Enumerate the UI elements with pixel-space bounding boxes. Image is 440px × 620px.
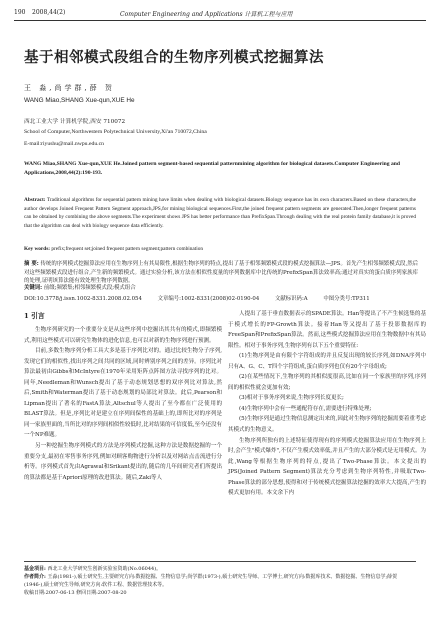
body-paragraph: 目前,多数生物序列分析工具大多是基于序列比对的。通过比较生物分子序列,发现它们的相似性,找出序列之间共同的区域,同时辨别序列之间的差异。序列比对算法最初由Gibbs和McIntyre在1970年采用矩阵点阵图方法寻找序列的比对。同年,Needleman和Wunsch提出了基于动态规划思想的双序列比对算法,然后,Smith和Waterman提出了基于动态规划的局部比对算法。此后,Pearson和Lipman提出了著名的FastA算法,Altschul等人提出了至今都在广泛使用的BLAST算法。但是,序列比对是建立在序列间保性的基础上的,即所比对的序列是同一家族里面的,当所比对的序列间相似性较低时,比对结果的可信度低,至今还没有一个NP难题。: [24, 348, 222, 439]
abstract-cn-text: 传统的序列模式挖掘算法应用在生物序列上有其局限性,根据生物序列的特点,提出了基于相邻频繁模式段的模式挖掘算法—JPS。首先产生相邻频繁模式段,然后对这些频繁模式段进行组合,产生新的频繁模式。通过实验分析,该方法在相似性度量的序列数据库中比传统的PrefixSpan算法效率高;通过对真实的蛋白质序列家族库的处理,证明该算法能有效处理生物序列数据。: [24, 261, 419, 285]
footnote: [24, 561, 416, 597]
list-item: (1)生物序列是由有限个字符组成的并且反复出现的较长序列,如DNA序列中只有A、G、C、T四个字符组成,蛋白质序列也仅有20个字母组成;: [228, 353, 426, 370]
authors-chinese: 王 淼,尚学群,薛 贺: [24, 84, 115, 92]
keywords-chinese: [24, 283, 136, 291]
list-item: (3)相对于事务序列来说,生物序列长度更长;: [239, 395, 344, 402]
fund-label: 基金项目:: [24, 566, 46, 572]
abstract-label: Abstract:: [24, 197, 46, 203]
running-header: [0, 0, 440, 22]
body-column-left: [24, 309, 222, 483]
body-paragraph: 另一种挖掘生物序列模式的方法是序列模式挖掘,这种方法是数据挖掘的一个重要分支,最初在零售事务序列,例如对顾客购物进行分析以及对网站点击流进行分析等。序列模式首先由Agrawal和Srikant提出的,随后的几年间研究者们所提出的算法都是基于Apriori原理的改进算法。随后,Zaki等人: [24, 443, 222, 481]
keywords-label: Key words:: [24, 246, 51, 252]
keywords-english: [24, 245, 416, 254]
received-date: 收稿日期:2007-06-13 修回日期:2007-08-20: [24, 590, 127, 596]
affiliation-chinese: 西北工业大学 计算机学院,西安 710072: [24, 119, 126, 125]
keywords-cn-label: 关键词:: [24, 285, 43, 291]
journal-name: Computer Engineering and Applications 计算机工程与应用: [120, 11, 293, 18]
author-email: E-mail:riyushu@mail.nwpu.edu.cn: [24, 141, 104, 147]
body-paragraph: 生物序列研究的一个重要分支是从这些序列中挖掘出其共有的模式,即频繁模式,利用这些模式可以研究生物体的进化信息,也可以对新的生物序列进行预测。: [24, 327, 222, 344]
list-item: (4)生物序列中会有一些通配符存在,需要进行特殊处理;: [239, 405, 372, 412]
abstract-text: Traditional algorithms for sequential pattern mining have limits when dealing with biological datasets.Biology sequence has its own characters.Based on these characters,the author develops Joined Frequent Pattern Segment approach,JPS,for mining biological sequences.First,the joined frequent pattern segments are generated.Then,longer frequent patterns can be obtained by combining the above segments.The experiment shows JPS has better performance than PrefixSpan.Through dealing with the real protein family database,it is proved that the algorithm can deal with biology sequence data efficiently.: [24, 197, 416, 229]
classification-number: 中图分类号:TP311: [323, 296, 370, 302]
body-paragraph: 人提出了基于垂直数据表示的SPADE算法。Han等提出了不产生候选集的基于模式增长的FP-Growth算法。接着Han等又提出了基于投影数据库的FreeSpan和PrefixSpan算法。然而,这些模式挖掘算法应用在生物数据中有其局限性。相对于事务序列,生物序列有以下五个重要特征:: [228, 311, 426, 349]
abstract-english: [24, 196, 416, 230]
bio-text: 王淼(1981-),硕士研究生,主要研究方向:数据挖掘、生物信息学;尚学群(1973-),硕士研究生导师、工学博士,研究方向:数据库技术、数据挖掘、生物信息学;薛贺(1946-),硕士研究生导师,研究方向:软件工程、数据管理技术等。: [24, 574, 398, 588]
affiliation-english: School of Computer,Northwestern Polytechnical University,Xi'an 710072,China: [24, 129, 207, 135]
keywords-cn-text: 前缀;频繁集;相邻频繁模式段;模式组合: [43, 285, 136, 291]
body-paragraph: 生物序列所独有的上述特征使得现有的序列模式挖掘算法应用在生物序列上时,会产生"模式爆炸",不仅产生模式效率低,并且产生的大部分模式是无用模式。为此,Wang等根据生物序列的特点,提出了Two-Phase算法。本文提出的JPS(Joined Pattern Segment)算法充分考虑到生物序列特性,并吸取Two-Phase算法的部分思想,使得和对于传统模式挖掘算法挖掘的效率大大提高,产生的模式更加有用。本文余下内: [228, 437, 426, 497]
fund-text: 西北工业大学研究生创新实验室资助(No.06044)。: [47, 566, 162, 572]
authors-english: WANG Miao,SHANG Xue-qun,XUE He: [24, 97, 135, 104]
body-column-right: [228, 309, 426, 499]
keywords-text: prefix;frequent set;joined frequent pattern segment;pattern combination: [51, 246, 204, 252]
bio-label: 作者简介:: [24, 574, 46, 580]
bio-line: [24, 573, 416, 589]
list-item: (2)在某些情况下,生物序列的其相似度很高,比如在同一个家族里的序列,序列间的相似性就会更加有效;: [228, 374, 426, 391]
abstract-cn-label: 摘 要:: [24, 261, 39, 267]
page-number: 190: [14, 9, 26, 16]
publication-codes: [24, 294, 384, 302]
section-heading-introduction: 1 引言: [24, 312, 45, 320]
fund-line: [24, 565, 416, 573]
abstract-chinese: [24, 260, 418, 286]
article-number: 文章编号:1002-8331(2008)02-0190-04: [157, 296, 260, 302]
paper-title: 基于相邻模式段组合的生物序列模式挖掘算法: [24, 49, 324, 66]
document-code: 文献标识码:A: [274, 296, 308, 302]
doi: DOI:10.3778/j.issn.1002-8331.2008.02.054: [24, 296, 142, 302]
list-item: (5)生物序列是通过生物信息测定出来的,因此对生物序列的挖掘需要着重考虑其模式的生物意义。: [228, 416, 426, 434]
header-rule: [14, 20, 426, 21]
issue-info: 2008,44(2): [32, 9, 66, 16]
citation: WANG Miao,SHANG Xue-qun,XUE He.Joined pattern segment-based sequential patternmining algorithm for biological datasets.Computer Engineering and Applications,2008,44(2):190-193.: [24, 161, 400, 176]
